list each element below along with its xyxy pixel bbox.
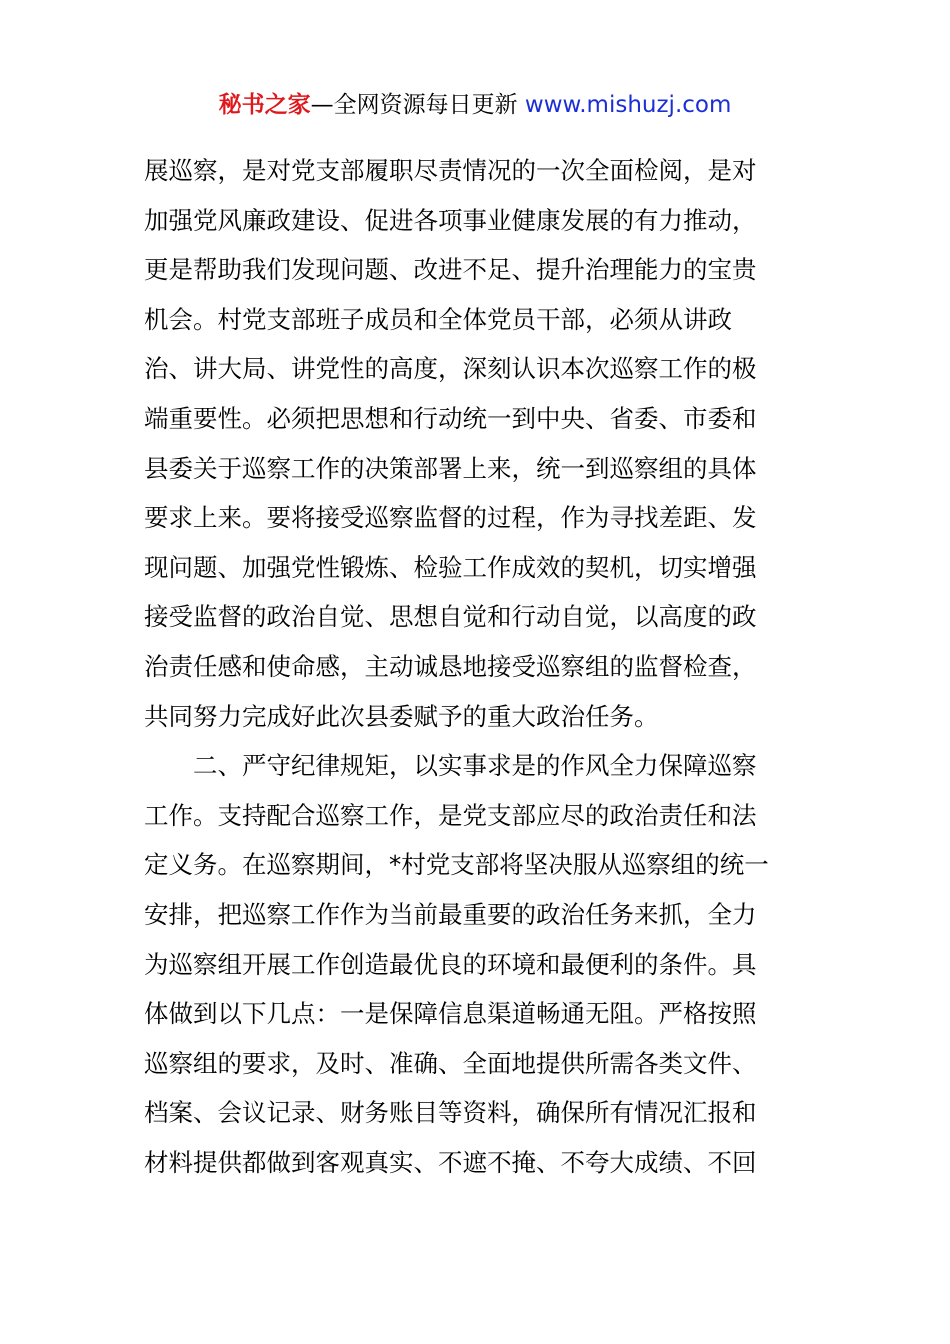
- text-line: 安排，把巡察工作作为当前最重要的政治任务来抓，全力: [144, 899, 757, 929]
- text-line: 加强党风廉政建设、促进各项事业健康发展的有力推动，: [144, 205, 757, 235]
- text-line: 县委关于巡察工作的决策部署上来，统一到巡察组的具体: [144, 453, 757, 483]
- header-tagline: —全网资源每日更新: [310, 92, 525, 118]
- text-line: 机会。村党支部班子成员和全体党员干部，必须从讲政: [144, 304, 732, 334]
- brand-name: 秘书之家: [218, 92, 311, 118]
- text-line: 工作。支持配合巡察工作，是党支部应尽的政治责任和法: [144, 800, 757, 830]
- text-line: 巡察组的要求，及时、准确、全面地提供所需各类文件、: [144, 1048, 757, 1078]
- section-heading-line: 二、严守纪律规矩，以实事求是的作风全力保障巡察: [144, 751, 757, 781]
- page-header: [0, 88, 950, 122]
- text-line: 治责任感和使命感，主动诚恳地接受巡察组的监督检查，: [144, 651, 757, 681]
- text-line: 体做到以下几点：一是保障信息渠道畅通无阻。严格按照: [144, 999, 757, 1029]
- text-line: 接受监督的政治自觉、思想自觉和行动自觉，以高度的政: [144, 602, 757, 632]
- body-text: [144, 146, 814, 1187]
- text-line: 定义务。在巡察期间，*村党支部将坚决服从巡察组的统一: [144, 850, 769, 880]
- text-line: 材料提供都做到客观真实、不遮不掩、不夸大成绩、不回: [144, 1147, 757, 1177]
- text-line: 现问题、加强党性锻炼、检验工作成效的契机，切实增强: [144, 552, 757, 582]
- text-line: 更是帮助我们发现问题、改进不足、提升治理能力的宝贵: [144, 255, 757, 285]
- text-line: 要求上来。要将接受巡察监督的过程，作为寻找差距、发: [144, 503, 757, 533]
- text-line: 展巡察，是对党支部履职尽责情况的一次全面检阅，是对: [144, 156, 757, 185]
- text-line: 治、讲大局、讲党性的高度，深刻认识本次巡察工作的极: [144, 354, 757, 384]
- text-line: 档案、会议记录、财务账目等资料，确保所有情况汇报和: [144, 1098, 757, 1128]
- text-line: 共同努力完成好此次县委赋予的重大政治任务。: [144, 701, 659, 731]
- text-line: 为巡察组开展工作创造最优良的环境和最便利的条件。具: [144, 949, 757, 979]
- text-line: 端重要性。必须把思想和行动统一到中央、省委、市委和: [144, 403, 757, 433]
- site-url-link[interactable]: www.mishuzj.com: [524, 92, 732, 118]
